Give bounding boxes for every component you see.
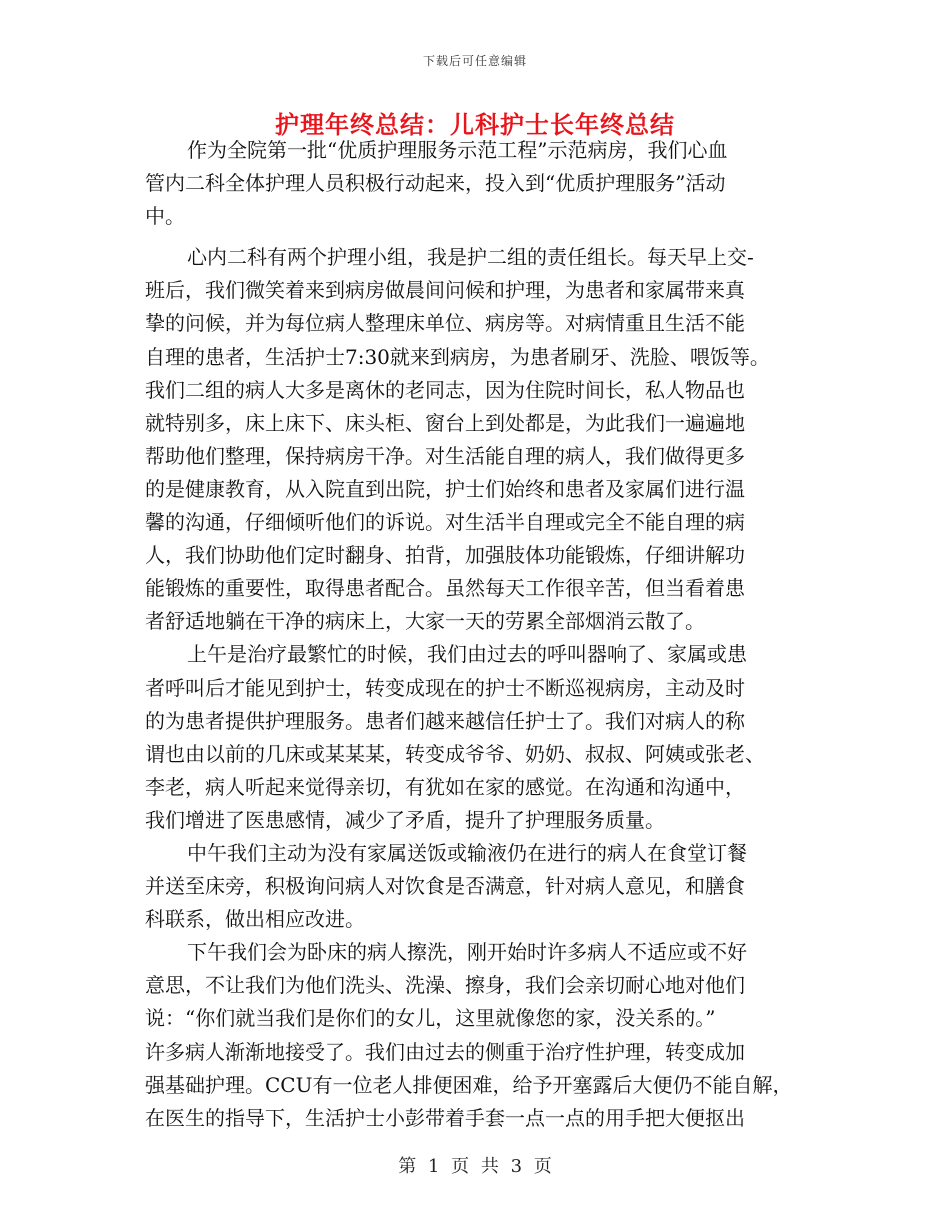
text-line: 下午我们会为卧床的病人擦洗，刚开始时许多病人不适应或不好 [187,940,747,965]
text-line: 科联系，做出相应改进。 [145,907,365,932]
text-line: 意思，不让我们为他们洗头、洗澡、擦身，我们会亲切耐心地对他们 [145,973,745,998]
text-line: 挚的问候，并为每位病人整理床单位、病房等。对病情重且生活不能 [145,311,745,336]
text-line: 能锻炼的重要性，取得患者配合。虽然每天工作很辛苦，但当看着患 [145,576,745,601]
paragraph-3 [145,638,810,837]
text-line: 中午我们主动为没有家属送饭或输液仍在进行的病人在食堂订餐 [187,840,747,865]
text-line: 说：“你们就当我们是你们的女儿，这里就像您的家，没关系的。” [145,1006,716,1031]
text-line: 我们增进了医患感情，减少了矛盾，提升了护理服务质量。 [145,807,665,832]
text-line: 作为全院第一批“优质护理服务示范工程”示范病房，我们心血 [187,138,728,162]
text-line: 班后，我们微笑着来到病房做晨间问候和护理，为患者和家属带来真 [145,278,745,303]
document-body [145,134,810,1135]
text-line: 在医生的指导下，生活护士小彭带着手套一点一点的用手把大便抠出 [145,1105,745,1130]
text-line: 者呼叫后才能见到护士，转变成现在的护士不断巡视病房，主动及时 [145,675,745,700]
text-line: 管内二科全体护理人员积极行动起来，投入到“优质护理服务”活动 [145,171,726,196]
text-line: 者舒适地躺在干净的病床上，大家一天的劳累全部烟消云散了。 [145,609,705,634]
document-title: 护理年终总结：儿科护士长年终总结 [275,110,675,139]
text-line: 人，我们协助他们定时翻身、拍背，加强肢体功能锻炼，仔细讲解功 [145,543,745,568]
text-line: 许多病人渐渐地接受了。我们由过去的侧重于治疗性护理，转变成加 [145,1039,745,1064]
text-line: 馨的沟通，仔细倾听他们的诉说。对生活半自理或完全不能自理的病 [145,510,745,535]
text-line: 的是健康教育，从入院直到出院，护士们始终和患者及家属们进行温 [145,476,745,501]
paragraph-4 [145,837,810,936]
text-line: 强基础护理。CCU有一位老人排便困难，给予开塞露后大便仍不能自解， [145,1072,793,1097]
text-line: 自理的患者，生活护士7:30就来到病房，为患者刷牙、洗脸、喂饭等。 [145,344,770,369]
text-line: 心内二科有两个护理小组，我是护二组的责任组长。每天早上交- [187,245,754,270]
text-line: 就特别多，床上床下、床头柜、窗台上到处都是，为此我们一遍遍地 [145,410,745,435]
paragraph-5 [145,936,810,1135]
text-line: 的为患者提供护理服务。患者们越来越信任护士了。我们对病人的称 [145,708,745,733]
text-line: 帮助他们整理，保持病房干净。对生活能自理的病人，我们做得更多 [145,443,745,468]
paragraph-2 [145,241,810,638]
page-number-footer: 第 1 页 共 3 页 [398,1156,552,1177]
text-line: 上午是治疗最繁忙的时候，我们由过去的呼叫器响了、家属或患 [187,642,747,667]
header-note: 下载后可任意编辑 [422,54,527,68]
text-line: 我们二组的病人大多是离休的老同志，因为住院时间长，私人物品也 [145,377,745,402]
text-line: 李老，病人听起来觉得亲切，有犹如在家的感觉。在沟通和沟通中， [145,774,745,799]
text-line: 中。 [145,204,185,229]
text-line: 谓也由以前的几床或某某某，转变成爷爷、奶奶、叔叔、阿姨或张老、 [145,741,765,766]
text-line: 并送至床旁，积极询问病人对饮食是否满意，针对病人意见，和膳食 [145,874,745,899]
paragraph-1 [145,134,810,233]
